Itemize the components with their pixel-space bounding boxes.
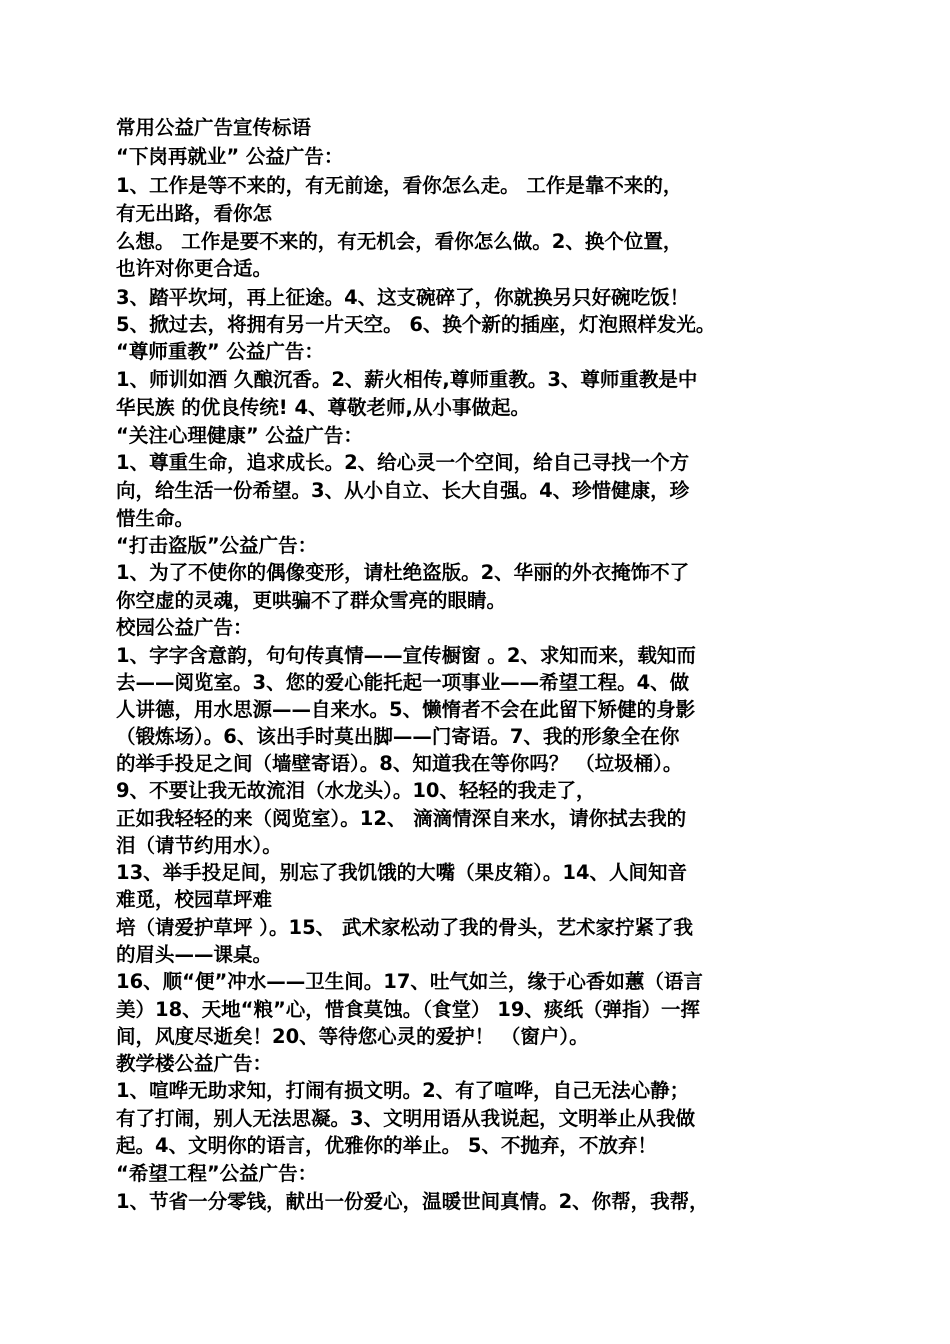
section-heading: “希望工程”公益广告： <box>116 1162 318 1185</box>
text-line: 1、师训如酒 久酿沉香。2、薪火相传,尊师重教。3、尊师重教是中 <box>116 368 698 391</box>
text-line: 5、掀过去，将拥有另一片天空。 6、换个新的插座，灯泡照样发光。 <box>116 313 716 336</box>
text-line: 1、字字含意韵，句句传真情——宣传橱窗 。2、求知而来，载知而 <box>116 644 696 667</box>
text-line: 人讲德，用水思源——自来水。5、懒惰者不会在此留下矫健的身影 <box>116 698 696 721</box>
text-line: 美）18、天地“粮”心，惜食莫蚀。（食堂） 19、痰纸（弹指）一挥 <box>116 998 700 1021</box>
text-line: 有无出路，看你怎 <box>116 202 273 225</box>
text-line: 1、节省一分零钱，献出一份爱心，温暖世间真情。2、你帮，我帮， <box>116 1190 709 1213</box>
section-heading: “下岗再就业” 公益广告： <box>116 145 344 168</box>
text-line: 1、尊重生命，追求成长。2、给心灵一个空间，给自己寻找一个方 <box>116 451 690 474</box>
text-line: 有了打闹，别人无法思凝。3、文明用语从我说起，文明举止从我做 <box>116 1107 696 1130</box>
text-line: 培（请爱护草坪 ）。15、 武术家松动了我的骨头，艺术家拧紧了我 <box>116 916 693 939</box>
text-line: 起。4、文明你的语言，优雅你的举止。 5、不抛弃，不放弃！ <box>116 1134 657 1157</box>
text-line: 的眉头——课桌。 <box>116 943 273 966</box>
section-heading: “关注心理健康” 公益广告： <box>116 424 363 447</box>
text-line: （锻炼场）。6、该出手时莫出脚——门寄语。7、我的形象全在你 <box>116 725 680 748</box>
section-heading: “打击盗版”公益广告： <box>116 534 318 557</box>
text-line: 难觅，校园草坪难 <box>116 888 273 911</box>
text-line: 去——阅览室。3、您的爱心能托起一项事业——希望工程。4、做 <box>116 671 690 694</box>
text-line: 16、顺“便”冲水——卫生间。17、吐气如兰，缘于心香如蕙（语言 <box>116 970 703 993</box>
section-heading: 教学楼公益广告： <box>116 1052 273 1075</box>
text-line: 么想。 工作是要不来的，有无机会，看你怎么做。2、换个位置， <box>116 230 683 253</box>
text-line: 你空虚的灵魂，更哄骗不了群众雪亮的眼睛。 <box>116 589 507 612</box>
document-title: 常用公益广告宣传标语 <box>116 116 312 139</box>
text-line: 的举手投足之间（墙壁寄语）。8、知道我在等你吗？ （垃圾桶）。 <box>116 752 683 775</box>
text-line: 1、工作是等不来的，有无前途，看你怎么走。 工作是靠不来的， <box>116 174 683 197</box>
text-line: 1、为了不使你的偶像变形，请杜绝盗版。2、华丽的外衣掩饰不了 <box>116 561 690 584</box>
text-line: 13、举手投足间，别忘了我饥饿的大嘴（果皮箱）。14、人间知音 <box>116 861 688 884</box>
text-line: 华民族 的优良传统! 4、尊敬老师,从小事做起。 <box>116 396 530 419</box>
text-line: 9、不要让我无故流泪（水龙头）。10、轻轻的我走了， <box>116 779 596 802</box>
section-heading: “尊师重教” 公益广告： <box>116 340 324 363</box>
text-line: 惜生命。 <box>116 507 195 530</box>
text-line: 3、踏平坎坷，再上征途。4、这支碗碎了，你就换另只好碗吃饭！ <box>116 286 690 309</box>
text-line: 间，风度尽逝矣！20、等待您心灵的爱护！ （窗户）。 <box>116 1025 589 1048</box>
text-line: 也许对你更合适。 <box>116 257 273 280</box>
section-heading: 校园公益广告： <box>116 616 253 639</box>
text-line: 1、喧哗无助求知，打闹有损文明。2、有了喧哗，自己无法心静； <box>116 1079 690 1102</box>
text-line: 泪（请节约用水）。 <box>116 834 282 857</box>
text-line: 正如我轻轻的来（阅览室）。12、 滴滴情深自来水，请你拭去我的 <box>116 807 687 830</box>
text-line: 向，给生活一份希望。3、从小自立、长大自强。4、珍惜健康，珍 <box>116 479 690 502</box>
